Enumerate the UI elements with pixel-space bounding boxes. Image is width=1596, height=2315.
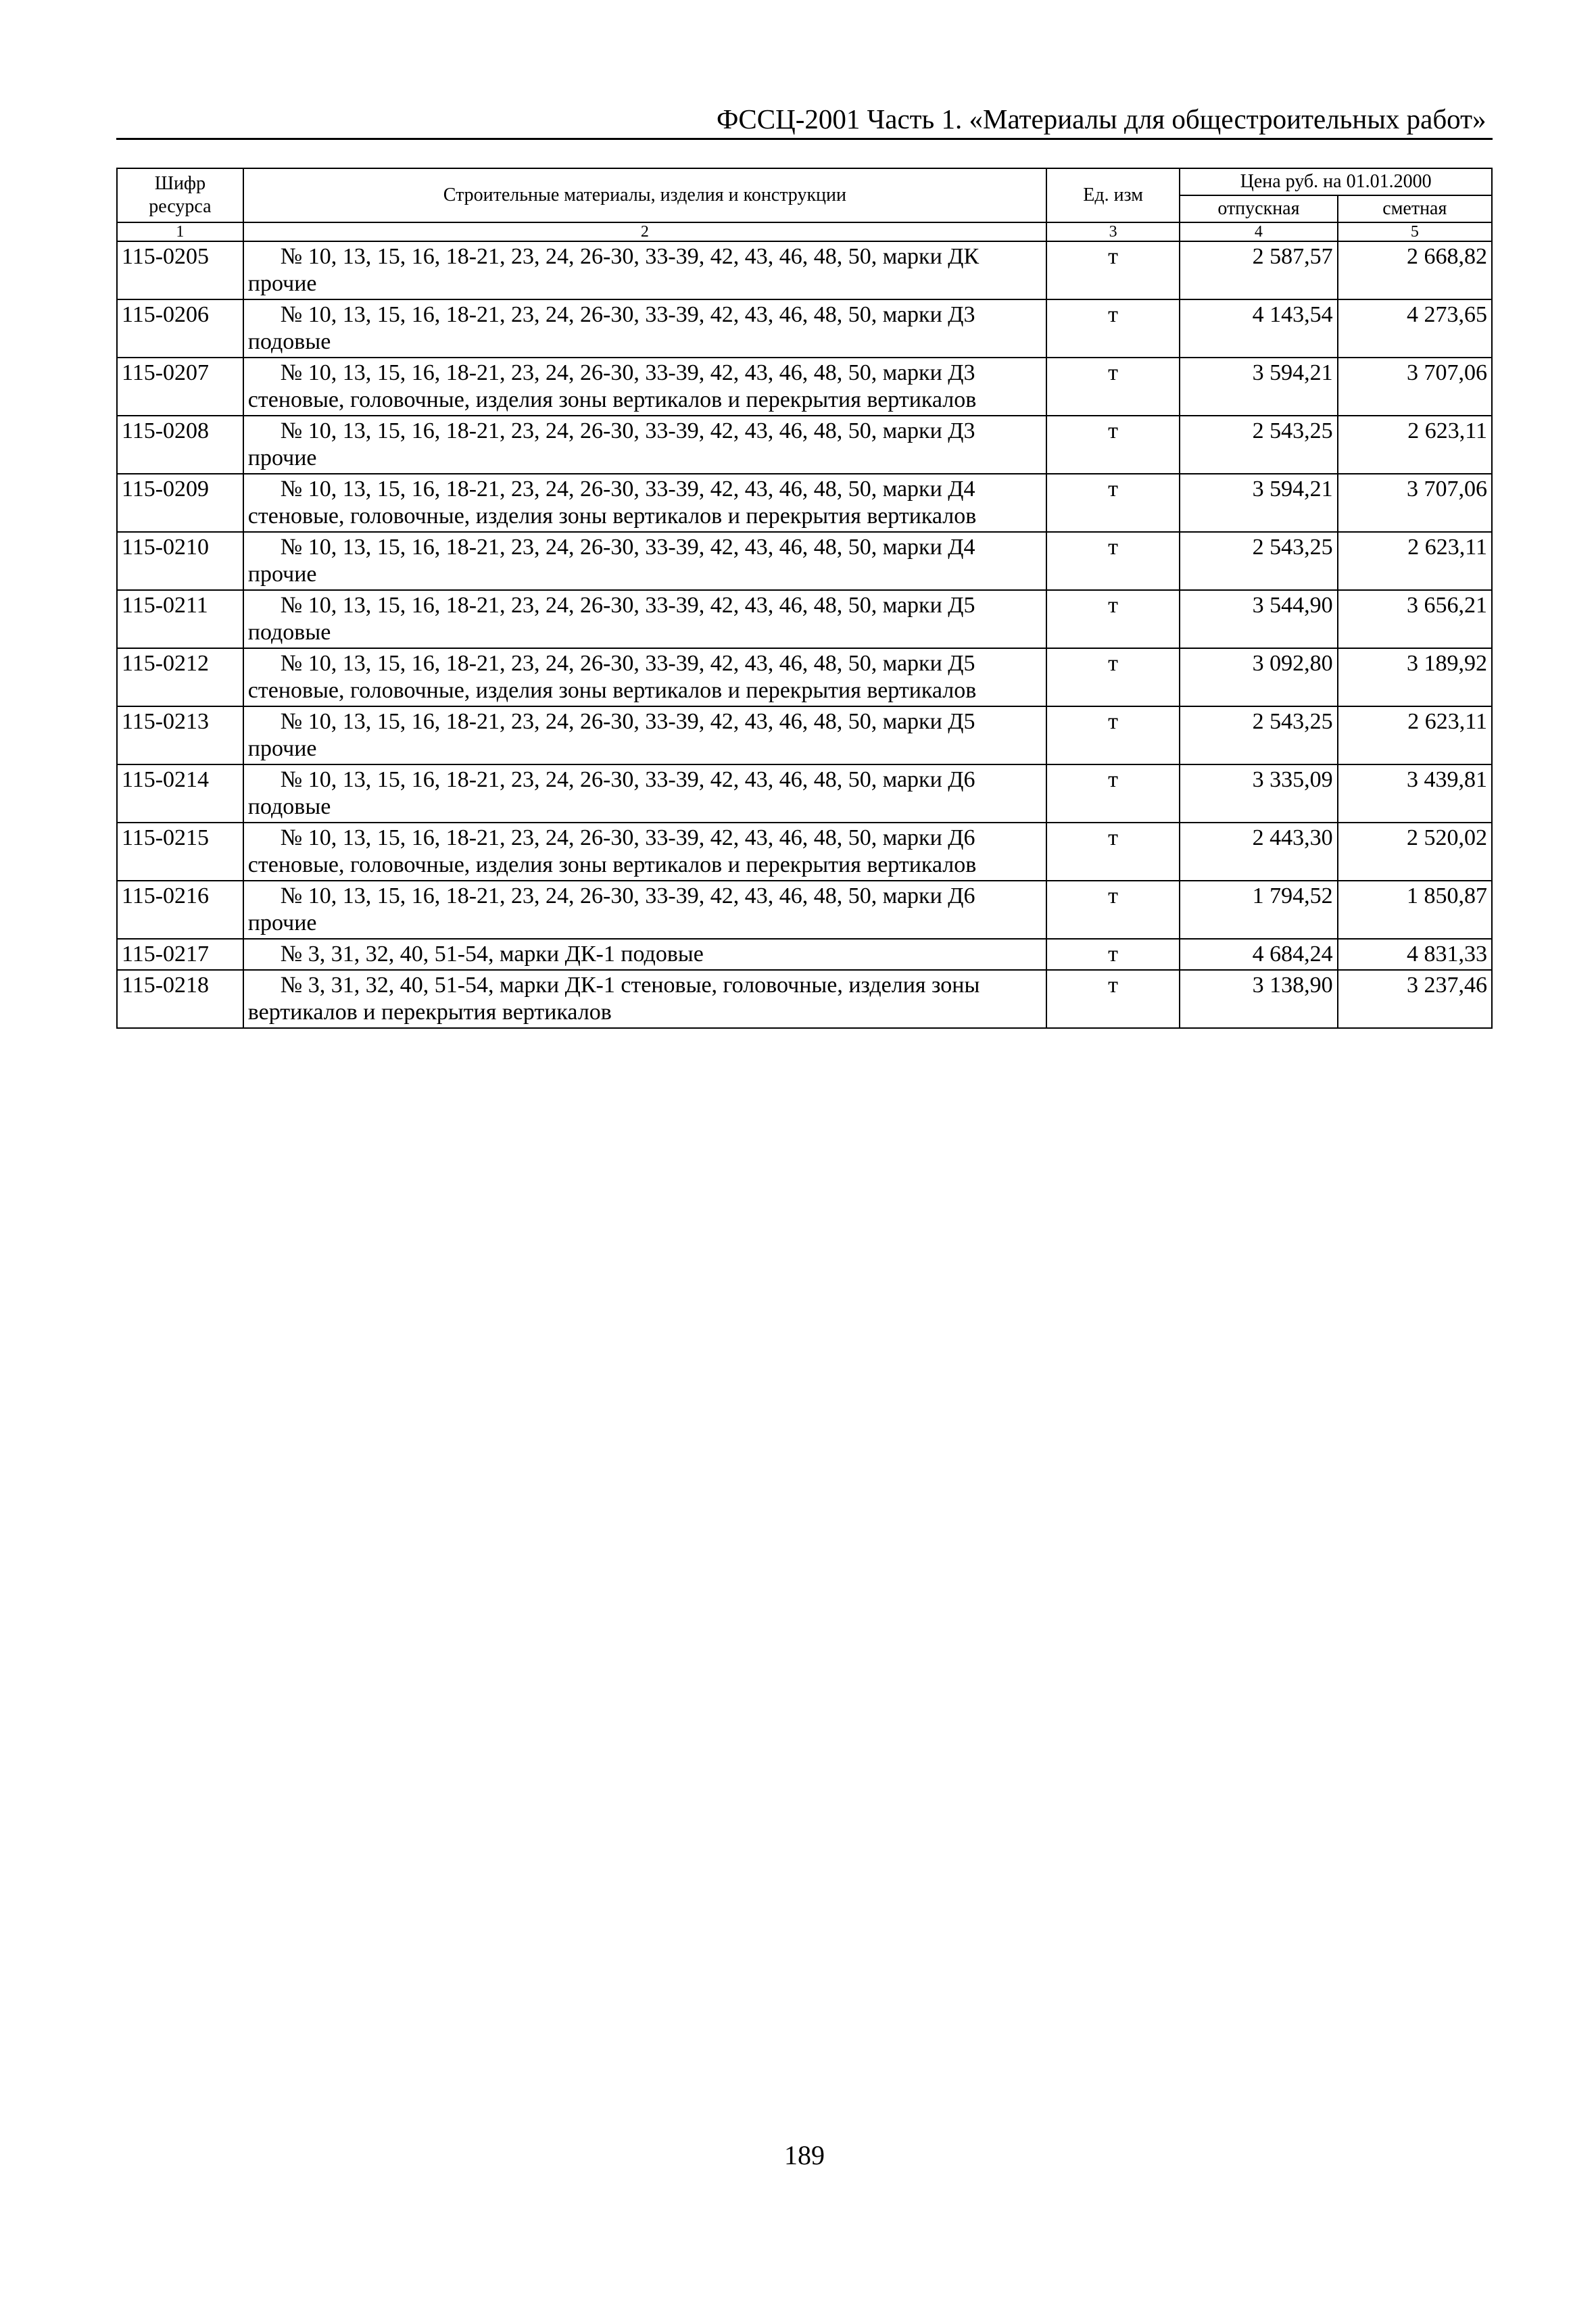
unit-of-measure: т	[1046, 299, 1180, 358]
header-price-release: отпускная	[1180, 195, 1337, 222]
resource-code: 115-0216	[117, 881, 243, 939]
material-description: № 10, 13, 15, 16, 18-21, 23, 24, 26-30, 33-39, 42, 43, 46, 48, 50, марки Д4 стеновые, головочные, изделия зоны вертикалов и перекрытия вертикалов	[243, 474, 1046, 532]
unit-of-measure: т	[1046, 648, 1180, 706]
resource-code: 115-0212	[117, 648, 243, 706]
unit-of-measure: т	[1046, 764, 1180, 823]
release-price: 3 092,80	[1180, 648, 1337, 706]
resource-code: 115-0215	[117, 823, 243, 881]
column-number: 4	[1180, 222, 1337, 241]
header-name: Строительные материалы, изделия и конструкции	[243, 168, 1046, 222]
estimate-price: 3 237,46	[1338, 970, 1492, 1028]
column-number-row	[117, 222, 1492, 241]
resource-code: 115-0208	[117, 416, 243, 474]
unit-of-measure: т	[1046, 939, 1180, 970]
unit-of-measure: т	[1046, 532, 1180, 590]
resource-code: 115-0217	[117, 939, 243, 970]
release-price: 1 794,52	[1180, 881, 1337, 939]
estimate-price: 3 656,21	[1338, 590, 1492, 648]
column-number: 3	[1046, 222, 1180, 241]
estimate-price: 3 707,06	[1338, 474, 1492, 532]
unit-of-measure: т	[1046, 706, 1180, 764]
material-description: № 10, 13, 15, 16, 18-21, 23, 24, 26-30, 33-39, 42, 43, 46, 48, 50, марки Д3 прочие	[243, 416, 1046, 474]
page-header-title: ФССЦ-2001 Часть 1. «Материалы для общестроительных работ»	[717, 103, 1486, 135]
release-price: 2 543,25	[1180, 706, 1337, 764]
table-row	[117, 939, 1492, 970]
resource-code: 115-0209	[117, 474, 243, 532]
resource-code: 115-0214	[117, 764, 243, 823]
column-number: 5	[1338, 222, 1492, 241]
release-price: 2 543,25	[1180, 416, 1337, 474]
table-row	[117, 474, 1492, 532]
table-row	[117, 532, 1492, 590]
release-price: 2 543,25	[1180, 532, 1337, 590]
release-price: 2 587,57	[1180, 241, 1337, 299]
unit-of-measure: т	[1046, 416, 1180, 474]
page-number: 189	[784, 2140, 825, 2170]
table-row	[117, 358, 1492, 416]
price-table	[116, 168, 1493, 1029]
release-price: 4 684,24	[1180, 939, 1337, 970]
resource-code: 115-0211	[117, 590, 243, 648]
resource-code: 115-0206	[117, 299, 243, 358]
estimate-price: 2 668,82	[1338, 241, 1492, 299]
table-row	[117, 416, 1492, 474]
unit-of-measure: т	[1046, 358, 1180, 416]
table-row	[117, 648, 1492, 706]
material-description: № 10, 13, 15, 16, 18-21, 23, 24, 26-30, 33-39, 42, 43, 46, 48, 50, марки Д6 стеновые, головочные, изделия зоны вертикалов и перекрытия вертикалов	[243, 823, 1046, 881]
material-description: № 10, 13, 15, 16, 18-21, 23, 24, 26-30, 33-39, 42, 43, 46, 48, 50, марки Д6 прочие	[243, 881, 1046, 939]
material-description: № 3, 31, 32, 40, 51-54, марки ДК-1 стеновые, головочные, изделия зоны вертикалов и перекрытия вертикалов	[243, 970, 1046, 1028]
unit-of-measure: т	[1046, 241, 1180, 299]
column-number: 1	[117, 222, 243, 241]
material-description: № 10, 13, 15, 16, 18-21, 23, 24, 26-30, 33-39, 42, 43, 46, 48, 50, марки Д3 стеновые, головочные, изделия зоны вертикалов и перекрытия вертикалов	[243, 358, 1046, 416]
unit-of-measure: т	[1046, 474, 1180, 532]
table-row	[117, 299, 1492, 358]
material-description: № 10, 13, 15, 16, 18-21, 23, 24, 26-30, 33-39, 42, 43, 46, 48, 50, марки Д5 прочие	[243, 706, 1046, 764]
header-price-group: Цена руб. на 01.01.2000	[1180, 168, 1492, 195]
table-row	[117, 970, 1492, 1028]
resource-code: 115-0207	[117, 358, 243, 416]
table-row	[117, 590, 1492, 648]
header-unit: Ед. изм	[1046, 168, 1180, 222]
table-row	[117, 706, 1492, 764]
estimate-price: 2 623,11	[1338, 706, 1492, 764]
header-code: Шифр ресурса	[117, 168, 243, 222]
unit-of-measure: т	[1046, 881, 1180, 939]
material-description: № 10, 13, 15, 16, 18-21, 23, 24, 26-30, 33-39, 42, 43, 46, 48, 50, марки Д3 подовые	[243, 299, 1046, 358]
release-price: 3 544,90	[1180, 590, 1337, 648]
material-description: № 3, 31, 32, 40, 51-54, марки ДК-1 подовые	[243, 939, 1046, 970]
material-description: № 10, 13, 15, 16, 18-21, 23, 24, 26-30, 33-39, 42, 43, 46, 48, 50, марки Д5 стеновые, головочные, изделия зоны вертикалов и перекрытия вертикалов	[243, 648, 1046, 706]
release-price: 4 143,54	[1180, 299, 1337, 358]
release-price: 3 594,21	[1180, 474, 1337, 532]
release-price: 2 443,30	[1180, 823, 1337, 881]
estimate-price: 3 439,81	[1338, 764, 1492, 823]
unit-of-measure: т	[1046, 970, 1180, 1028]
resource-code: 115-0213	[117, 706, 243, 764]
estimate-price: 1 850,87	[1338, 881, 1492, 939]
material-description: № 10, 13, 15, 16, 18-21, 23, 24, 26-30, 33-39, 42, 43, 46, 48, 50, марки ДК прочие	[243, 241, 1046, 299]
resource-code: 115-0210	[117, 532, 243, 590]
header-price-estimate: сметная	[1338, 195, 1492, 222]
table-row	[117, 241, 1492, 299]
unit-of-measure: т	[1046, 823, 1180, 881]
release-price: 3 594,21	[1180, 358, 1337, 416]
table-row	[117, 881, 1492, 939]
estimate-price: 2 520,02	[1338, 823, 1492, 881]
estimate-price: 3 707,06	[1338, 358, 1492, 416]
table-row	[117, 823, 1492, 881]
estimate-price: 2 623,11	[1338, 416, 1492, 474]
material-description: № 10, 13, 15, 16, 18-21, 23, 24, 26-30, 33-39, 42, 43, 46, 48, 50, марки Д5 подовые	[243, 590, 1046, 648]
estimate-price: 3 189,92	[1338, 648, 1492, 706]
column-number: 2	[243, 222, 1046, 241]
estimate-price: 4 831,33	[1338, 939, 1492, 970]
estimate-price: 4 273,65	[1338, 299, 1492, 358]
material-description: № 10, 13, 15, 16, 18-21, 23, 24, 26-30, 33-39, 42, 43, 46, 48, 50, марки Д6 подовые	[243, 764, 1046, 823]
release-price: 3 138,90	[1180, 970, 1337, 1028]
table-row	[117, 764, 1492, 823]
release-price: 3 335,09	[1180, 764, 1337, 823]
material-description: № 10, 13, 15, 16, 18-21, 23, 24, 26-30, 33-39, 42, 43, 46, 48, 50, марки Д4 прочие	[243, 532, 1046, 590]
estimate-price: 2 623,11	[1338, 532, 1492, 590]
unit-of-measure: т	[1046, 590, 1180, 648]
resource-code: 115-0205	[117, 241, 243, 299]
resource-code: 115-0218	[117, 970, 243, 1028]
header-divider	[116, 138, 1493, 140]
